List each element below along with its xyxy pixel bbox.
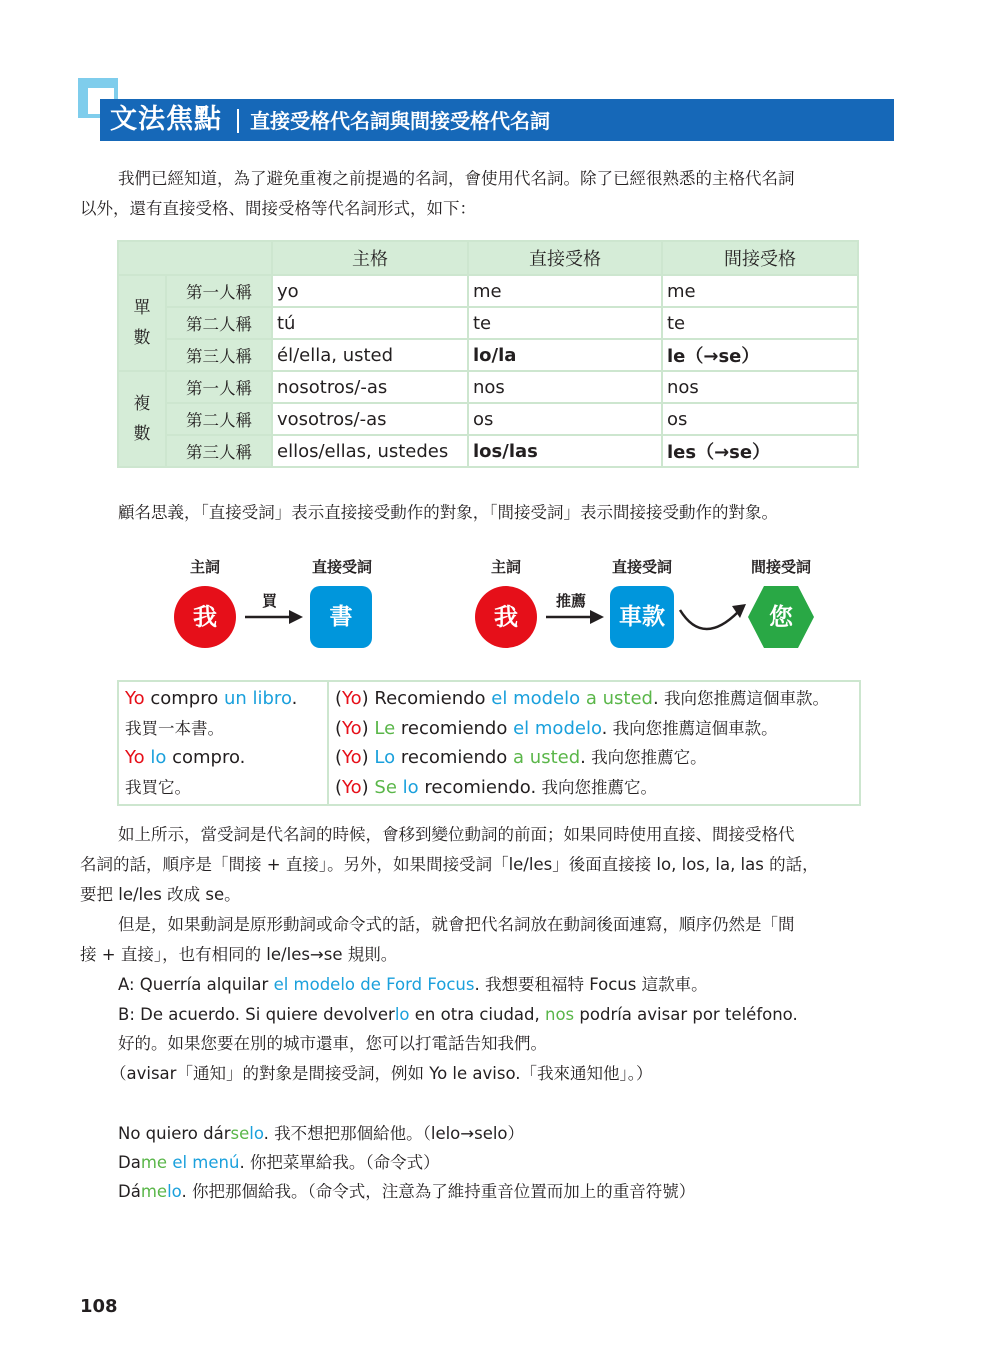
indirect-cell: nos [662,371,858,403]
group-singular-char-2: 數 [133,328,151,348]
direct-cell: os [468,403,662,435]
paren-open: ( [335,747,343,769]
example-text: . 你把菜單給我。（命令式） [239,1153,440,1172]
example-text: . 你把那個給我。（命令式，注意為了維持重音位置而加上的重音符號） [181,1182,696,1201]
indirect-cell: les（→se） [662,435,858,467]
indirect-object-hexagon: 您 [769,603,793,631]
example-translation: 我買它。 [125,777,191,797]
extra-example-3 [118,1177,695,1207]
indirect-cell: me [662,275,858,307]
subject-cell: tú [272,307,468,339]
direct-cell: los/las [468,435,662,467]
diagram-label-indirect: 間接受詞 [750,558,811,576]
subject-cell: nosotros/-as [272,371,468,403]
dialog-text: podría avisar por teléfono. [574,1005,798,1024]
example-line [335,773,853,803]
group-plural-char-1: 複 [133,394,151,414]
example-line [335,714,853,744]
rules-line: 接 + 直接」，也有相同的 le/les→se 規則。 [80,945,398,964]
indirect-pronoun-word: Se [374,776,397,798]
direct-cell: te [468,307,662,339]
page-number: 108 [80,1296,118,1317]
direct-object-word: el modelo [513,717,602,739]
verb-label: 推薦 [556,592,587,610]
verb-label: 買 [262,592,278,610]
direct-cell: me [468,275,662,307]
example-left-cell [118,681,328,805]
paren-close: ) [361,717,375,739]
table-row [118,435,858,467]
verb-word: Dá [118,1182,141,1201]
table-corner-cell [118,241,272,275]
punct: . [601,717,608,739]
subject-word: Yo [342,717,362,739]
rules-line: 但是，如果動詞是原形動詞或命令式的話，就會把代名詞放在動詞後面連寫，順序仍然是「間 [118,915,795,934]
header-direct: 直接受格 [468,241,662,275]
example-translation: 我向您推薦這個車款。 [658,689,829,708]
direct-cell: nos [468,371,662,403]
direct-object-box: 書 [310,586,372,648]
diagram-label-subject: 主詞 [490,558,521,576]
rules-line: 如上所示，當受詞是代名詞的時候，會移到變位動詞的前面；如果同時使用直接、間接受格代 [118,825,795,844]
table-row [118,371,858,403]
indirect-cell: te [662,307,858,339]
dialog-text: A: Querría alquilar [118,975,274,994]
rules-paragraph-2 [80,910,895,970]
punct: . [580,747,586,769]
subject-word: Yo [125,747,145,769]
subject-cell: vosotros/-as [272,403,468,435]
indirect-object-word: a usted [585,688,653,709]
subject-cell: yo [272,275,468,307]
group-singular-char-1: 單 [133,298,151,318]
example-text: . 我不想把那個給他。（lelo→selo） [263,1124,525,1143]
group-singular [118,275,166,371]
direct-pronoun-word: lo [249,1124,264,1143]
dialog-line-a [118,970,708,1000]
table-row [118,403,858,435]
verb-word: compro. [166,747,246,769]
subject-circle: 我 [174,586,236,648]
header-indirect: 間接受格 [662,241,858,275]
diagram-label-direct: 直接受詞 [311,558,372,576]
dialog-translation: 好的。如果您要在別的城市還車，您可以打電話告知我們。 [118,1034,547,1053]
table-row [118,307,858,339]
subject-word: Yo [342,747,362,769]
rules-paragraph-1 [80,820,895,910]
table-row [118,339,858,371]
example-translation: 我買一本書。 [125,718,224,738]
person-cell: 第二人稱 [166,403,272,435]
subject-cell: él/ella, usted [272,339,468,371]
verb-word: Da [118,1153,141,1172]
indirect-cell: le（→se） [662,339,858,371]
person-cell: 第一人稱 [166,275,272,307]
rules-line: 要把 le/les 改成 se。 [80,885,241,904]
example-table [117,680,861,806]
indirect-pronoun-word: me [140,1182,168,1201]
indirect-pronoun-word: nos [545,1005,575,1024]
example-line [125,743,321,773]
paren-close: ) [361,776,375,798]
direct-pronoun-word: lo [167,1182,182,1201]
dialog-line-b [118,1000,798,1030]
paren-open: ( [335,688,343,709]
verb-word: No quiero dár [118,1124,231,1143]
indirect-pronoun-word: Le [374,717,396,739]
group-plural-char-2: 數 [133,424,151,444]
indirect-pronoun-word: se [230,1124,250,1143]
example-line [335,743,853,773]
subject-cell: ellos/ellas, ustedes [272,435,468,467]
paren-open: ( [335,717,343,739]
pronoun-table [117,240,859,468]
dialog-note: （avisar「通知」的對象是間接受詞，例如 Yo le aviso.「我來通知他」。） [110,1064,653,1083]
group-plural [118,371,166,467]
example-right-cell [328,681,860,805]
subject-circle: 我 [475,586,537,648]
header-subject: 主格 [272,241,468,275]
direct-pronoun-word: lo [394,1005,410,1024]
extra-example-1 [118,1119,524,1149]
rules-line: 名詞的話，順序是「間接 + 直接」。另外，如果間接受詞「le/les」後面直接接 lo, los, la, las 的話， [80,855,819,874]
punct: . [652,688,659,709]
direct-object-word: el menú [172,1153,240,1172]
arrow-right-icon [544,606,606,628]
indirect-cell: os [662,403,858,435]
verb-word: recomiendo [395,717,514,739]
subject-word: Yo [125,688,145,709]
person-cell: 第二人稱 [166,307,272,339]
dialog-text: en otra ciudad, [409,1005,545,1024]
diagram-label-subject: 主詞 [189,558,220,576]
direct-object-word: el modelo de Ford Focus [273,975,475,994]
person-cell: 第三人稱 [166,339,272,371]
intro-line-2: 以外，還有直接受格、間接受格等代名詞形式，如下： [80,199,476,218]
intro-paragraph [80,164,895,224]
verb-word: recomiendo [395,747,514,769]
indirect-object-word: a usted [513,747,581,769]
verb-word: ) Recomiendo [361,688,492,709]
table-header-row [118,241,858,275]
section-subtitle: 直接受格代名詞與間接受格代名詞 [250,109,550,133]
direct-pronoun-word: lo [402,776,419,798]
header-divider [237,109,239,133]
paren-close: ) [361,747,375,769]
example-translation: 我向您推薦它。 [536,777,657,797]
dialog-text: . 我想要租福特 Focus 這款車。 [474,975,708,994]
person-cell: 第一人稱 [166,371,272,403]
example-translation: 我向您推薦它。 [585,748,707,768]
direct-object-word: un libro [223,688,292,709]
paren-open: ( [335,776,343,798]
subject-word: Yo [342,776,362,798]
direct-pronoun-word: lo [150,747,167,769]
direct-object-word: el modelo [491,688,581,709]
direct-object-box: 車款 [610,586,674,648]
direct-pronoun-word: Lo [374,747,396,769]
punct: . [291,688,298,709]
arrow-right-icon [243,606,305,628]
indirect-pronoun-word: me [140,1153,168,1172]
curved-arrow-icon [676,598,750,634]
intro-line-1: 我們已經知道，為了避免重複之前提過的名詞，會使用代名詞。除了已經很熟悉的主格代名詞 [118,169,795,188]
section-title: 文法焦點 [110,104,222,135]
example-line [335,684,853,714]
extra-example-2 [118,1148,440,1178]
example-translation: 我向您推薦這個車款。 [607,718,778,738]
direct-cell: lo/la [468,339,662,371]
subject-word: Yo [342,688,362,709]
dialog-text: B: De acuerdo. Si quiere devolver [118,1005,395,1024]
example-line [125,684,321,714]
table-row [118,275,858,307]
verb-word: recomiendo. [418,776,537,798]
person-cell: 第三人稱 [166,435,272,467]
diagram-label-direct: 直接受詞 [611,558,672,576]
verb-word: compro [144,688,224,709]
explanation-line: 顧名思義，「直接受詞」表示直接接受動作的對象，「間接受詞」表示間接接受動作的對象。 [118,503,778,522]
